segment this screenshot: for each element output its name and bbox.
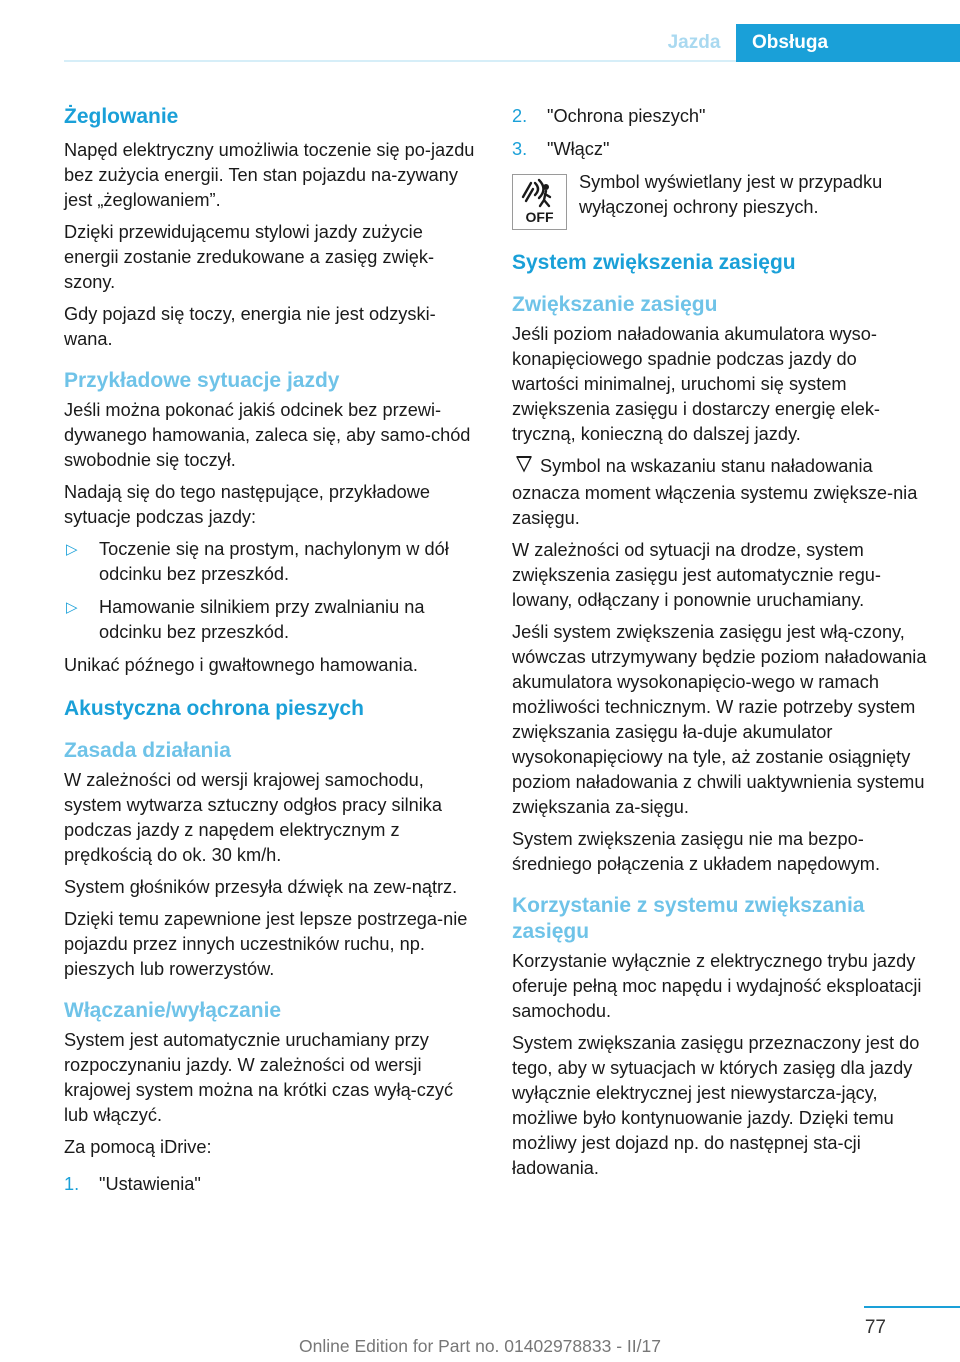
footer-rule: [864, 1306, 960, 1308]
step-number: 1.: [64, 1174, 80, 1194]
symbol-description: Symbol wyświetlany jest w przypadku wyłączonej ochrony pieszych.: [579, 172, 883, 217]
heading-zwiekszanie-zasiegu: Zwiększanie zasięgu: [512, 293, 718, 316]
range-extender-marker-icon: [514, 454, 536, 481]
paragraph: System zwiększenia zasięgu nie ma bezpo‐średniego połączenia z układem napędowym.: [512, 829, 881, 874]
paragraph: W zależności od sytuacji na drodze, system zwiększenia zasięgu jest automatycznie regu‐lowany, odłączany i ponownie uruchamiany.: [512, 540, 881, 610]
paragraph: Za pomocą iDrive:: [64, 1137, 212, 1157]
step-item: [512, 137, 928, 162]
step-text: "Włącz": [547, 139, 610, 159]
paragraph: Nadają się do tego następujące, przykładowe sytuacje podczas jazdy:: [64, 482, 431, 527]
paragraph: System jest automatycznie uruchamiany przy rozpoczynaniu jazdy. W zależności od wersji krajowej system można na krótki czas wyłą‐czyć lub włączyć.: [64, 1030, 454, 1125]
paragraph: Napęd elektryczny umożliwia toczenie się po‐jazdu bez zużycia energii. Ten stan pojazdu na‐zywany jest „żeglowaniem”.: [64, 140, 475, 210]
heading-przykladowe-sytuacje: Przykładowe sytuacje jazdy: [64, 369, 340, 392]
paragraph: Gdy pojazd się toczy, energia nie jest odzyski‐wana.: [64, 304, 436, 349]
tab-jazda[interactable]: Jazda: [667, 32, 721, 53]
list-item-text: Hamowanie silnikiem przy zwalnianiu na odcinku bez przeszkód.: [99, 597, 425, 642]
heading-zeglowanie: Żeglowanie: [64, 105, 179, 128]
heading-wlaczanie-wylaczanie: Włączanie/wyłączanie: [64, 999, 282, 1022]
step-number: 3.: [512, 139, 528, 159]
step-text: "Ustawienia": [99, 1174, 201, 1194]
paragraph: [512, 454, 928, 531]
triangle-bullet-icon: ▷: [66, 599, 78, 616]
step-item: [64, 1172, 480, 1197]
edition-footer: Online Edition for Part no. 01402978833 - II/17: [299, 1336, 661, 1356]
list-item: [64, 537, 480, 587]
paragraph: Jeśli poziom naładowania akumulatora wyso‐konapięciowego spadnie podczas jazdy do wartości minimalnej, uruchomi się system zwiększenia zasięgu i dostarczy energię elek‐tryczną, konieczną do dalszej jazdy.: [512, 324, 880, 444]
off-label: OFF: [525, 209, 554, 225]
heading-akustyczna-ochrona: Akustyczna ochrona pieszych: [64, 697, 364, 720]
paragraph: Dzięki przewidującemu stylowi jazdy zużycie energii zostanie zredukowane a zasięg zwięk‐szony.: [64, 222, 435, 292]
tab-obsluga[interactable]: Obsługa: [736, 24, 960, 62]
right-column: [512, 100, 928, 1188]
paragraph: Jeśli można pokonać jakiś odcinek bez przewi‐dywanego hamowania, zaleca się, aby samo‐chód swobodnie się toczył.: [64, 400, 471, 470]
page-number: 77: [864, 1317, 886, 1338]
list-item-text: Toczenie się na prostym, nachylonym w dół odcinku bez przeszkód.: [99, 539, 449, 584]
step-number: 2.: [512, 106, 528, 126]
left-column: [64, 100, 480, 1205]
paragraph: System głośników przesyła dźwięk na zew‐nątrz.: [64, 877, 458, 897]
paragraph: Korzystanie wyłącznie z elektrycznego trybu jazdy oferuje pełną moc napędu i wydajność eksploatacji samochodu.: [512, 951, 922, 1021]
paragraph-text: Symbol na wskazaniu stanu naładowania oznacza moment włączenia systemu zwiększe‐nia zasięgu.: [512, 456, 918, 528]
paragraph: Dzięki temu zapewnione jest lepsze postrzega‐nie pojazdu przez innych uczestników ruchu, np. pieszych lub rowerzystów.: [64, 909, 468, 979]
step-item: [512, 104, 928, 129]
paragraph: W zależności od wersji krajowej samochodu, system wytwarza sztuczny odgłos pracy silnika podczas jazdy z napędem elektrycznym z prędkością do ok. 30 km/h.: [64, 770, 443, 865]
heading-zasada-dzialania: Zasada działania: [64, 739, 231, 762]
step-text: "Ochrona pieszych": [547, 106, 706, 126]
paragraph: Jeśli system zwiększenia zasięgu jest włą‐czony, wówczas utrzymywany będzie poziom naładowania akumulatora wysokonapięcio‐wego w ramach możliwości technicznym. W razie potrzeby system zwiększania zasięgu ła‐duje akumulator wysokonapięciowy na tyle, aż zostanie osiągnięty poziom naładowania z chwili uaktywnienia systemu zwiększania za‐sięgu.: [512, 622, 927, 817]
pedestrian-protection-off-icon: [512, 174, 567, 230]
pedestrian-protection-symbol-note: [512, 170, 928, 232]
list-item: [64, 595, 480, 645]
paragraph: Unikać późnego i gwałtownego hamowania.: [64, 655, 418, 675]
heading-korzystanie-z-systemu: Korzystanie z systemu zwiększania zasięgu: [512, 894, 865, 943]
paragraph: System zwiększania zasięgu przeznaczony jest do tego, aby w sytuacjach w których zasięg dla jazdy wyłącznie elektrycznej jest niewystarcza‐jący, możliwe było kontynuowanie jazdy. Dzięki temu możliwy jest dojazd np. do następnej sta‐cji ładowania.: [512, 1033, 920, 1178]
triangle-bullet-icon: ▷: [66, 541, 78, 558]
heading-system-zwiekszenia-zasiegu: System zwiększenia zasięgu: [512, 251, 796, 274]
